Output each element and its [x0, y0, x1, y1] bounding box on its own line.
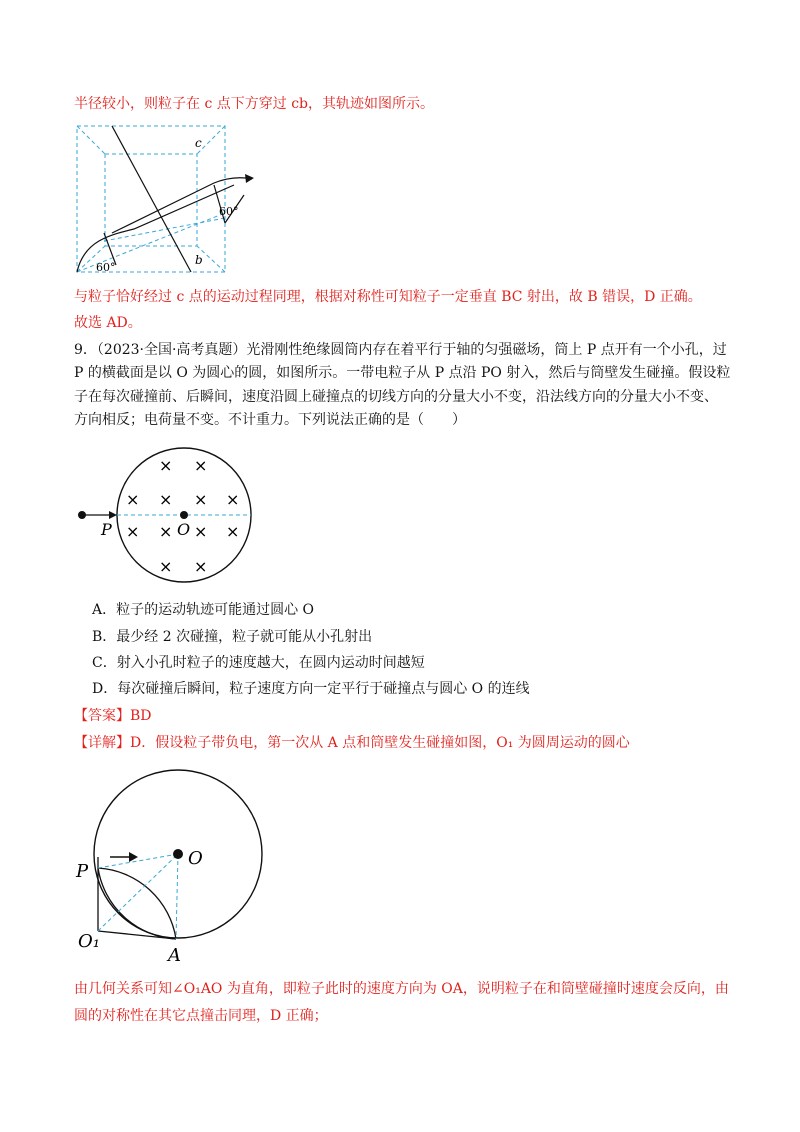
detail-line: 【详解】D．假设粒子带负电，第一次从 A 点和筒壁发生碰撞如图，O₁ 为圆周运动的圆心	[74, 735, 630, 751]
cross-2: ×	[194, 456, 208, 475]
fig3-label-A: A	[168, 945, 181, 966]
answer-line: 【答案】BD	[74, 708, 152, 724]
fig2-particle-dot	[78, 511, 86, 519]
fig3-dash-O1O	[98, 854, 178, 931]
cylinder-figure	[74, 445, 274, 585]
fig1-angle-top: 60°	[219, 205, 239, 218]
fig2-label-P: P	[101, 520, 112, 539]
choose-line: 故选 AD。	[74, 315, 142, 331]
fig2-center-dot	[180, 511, 188, 519]
fig2-label-O: O	[177, 520, 191, 539]
explain-line: 与粒子恰好经过 c 点的运动过程同理，根据对称性可知粒子一定垂直 BC 射出，故 B 错误，D 正确。	[74, 289, 702, 305]
option-d: D．每次碰撞后瞬间，粒子速度方向一定平行于碰撞点与圆心 O 的连线	[92, 681, 530, 697]
cross-11: ×	[159, 557, 173, 576]
option-a: A．粒子的运动轨迹可能通过圆心 O	[92, 602, 315, 618]
cross-5: ×	[194, 490, 208, 509]
question-line-4: 方向相反；电荷量不变。不计重力。下列说法正确的是（ ）	[74, 412, 466, 428]
conclusion-line-1: 由几何关系可知∠O₁AO 为直角，即粒子此时的速度方向为 OA，说明粒子在和筒壁碰撞时速度会反向，由	[74, 981, 729, 997]
collision-figure	[74, 765, 274, 965]
fig1-arrow-icon	[245, 174, 254, 183]
cross-7: ×	[126, 522, 140, 541]
fig1-label-b: b	[195, 253, 203, 267]
cross-12: ×	[194, 557, 208, 576]
cross-9: ×	[194, 522, 208, 541]
cross-3: ×	[126, 490, 140, 509]
fig1-angle-bottom: 60°	[96, 261, 116, 274]
fig3-arrow-icon	[129, 852, 138, 862]
fig1-solid-lines	[77, 126, 252, 272]
cross-4: ×	[159, 490, 173, 509]
cross-6: ×	[226, 490, 240, 509]
fig3-line-O1A	[98, 931, 176, 939]
option-c: C．射入小孔时粒子的速度越大，在圆内运动时间越短	[92, 655, 425, 671]
cross-10: ×	[226, 522, 240, 541]
question-line-2: P 的横截面是以 O 为圆心的圆，如图所示。一带电粒子从 P 点沿 PO 射入，然后与筒壁发生碰撞。假设粒	[74, 365, 731, 381]
fig2-arrow-icon	[109, 511, 117, 519]
question-line-1: 9．（2023·全国·高考真题）光滑刚性绝缘圆筒内存在着平行于轴的匀强磁场，筒上 P 点开有一个小孔，过	[74, 342, 727, 358]
question-line-3: 子在每次碰撞前、后瞬间，速度沿圆上碰撞点的切线方向的分量大小不变，沿法线方向的分量大小不变、	[74, 389, 718, 405]
top-sentence: 半径较小，则粒子在 c 点下方穿过 cb，其轨迹如图所示。	[74, 96, 434, 112]
conclusion-line-2: 圆的对称性在其它点撞击同理，D 正确；	[74, 1008, 328, 1024]
fig3-label-O1: O₁	[78, 931, 100, 952]
trajectory-figure-1	[74, 123, 264, 275]
cross-8: ×	[159, 522, 173, 541]
fig3-center-dot	[173, 849, 183, 859]
cross-1: ×	[159, 456, 173, 475]
fig1-label-c: c	[195, 136, 202, 150]
fig3-label-P: P	[76, 861, 89, 882]
option-b: B．最少经 2 次碰撞，粒子就可能从小孔射出	[92, 629, 373, 645]
fig3-label-O: O	[188, 848, 203, 869]
fig3-dash-OA	[176, 854, 178, 939]
